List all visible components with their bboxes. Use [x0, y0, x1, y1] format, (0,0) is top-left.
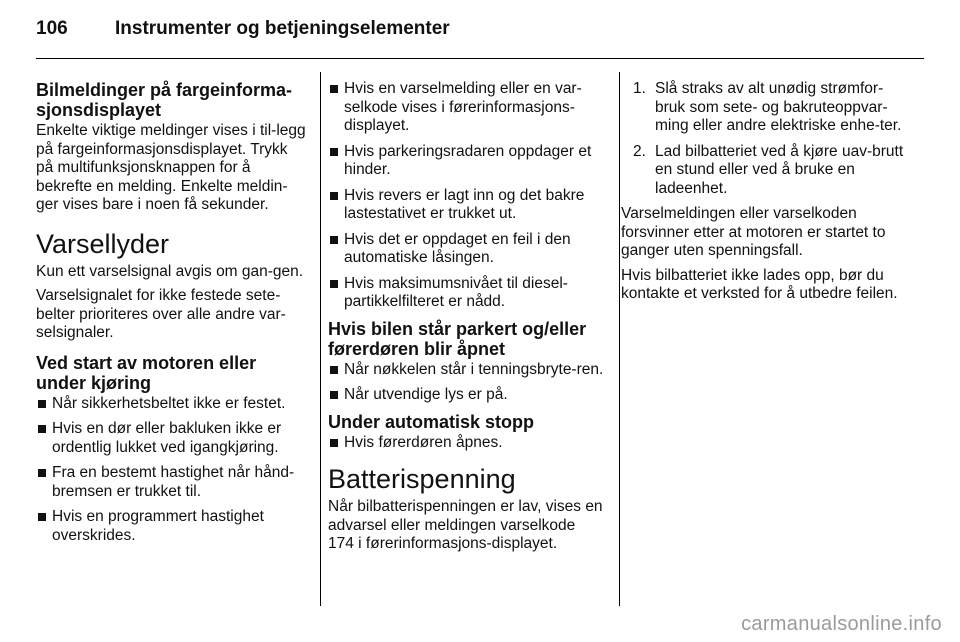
page-number: 106: [36, 18, 68, 39]
bullet-list: [328, 434, 604, 453]
paragraph: Kun ett varselsignal avgis om gan-gen.: [36, 262, 304, 280]
bullet-square-icon: [330, 148, 338, 156]
bullet-square-icon: [330, 391, 338, 399]
list-item: Hvis en varselmelding eller en var-selkode vises i førerinformasjons-displayet.: [328, 80, 604, 136]
paragraph: Enkelte viktige meldinger vises i til-legg på fargeinformasjonsdisplayet. Trykk på multifunksjonsknappen for å bekrefte en melding. Enkelte meldin-ger vises bare i noen få sekunder.: [36, 122, 306, 213]
bullet-square-icon: [330, 366, 338, 374]
subheading-parked: Hvis bilen står parkert og/eller førerdøren blir åpnet: [328, 318, 587, 359]
bullet-list: [36, 395, 308, 546]
list-item: Når sikkerhetsbeltet ikke er festet.: [36, 395, 308, 414]
list-item: Hvis en dør eller bakluken ikke er ordentlig lukket ved igangkjøring.: [36, 420, 308, 457]
header-rule: [36, 58, 924, 59]
paragraph: Når bilbatterispenningen er lav, vises en advarsel eller meldingen varselkode 174 i førerinformasjons-displayet.: [328, 498, 603, 552]
bullet-square-icon: [38, 513, 46, 521]
subheading-engine-start: Ved start av motoren eller under kjøring: [36, 352, 257, 393]
paragraph: Varselsignalet for ikke festede sete-belter prioriteres over alle andre var-selsignaler.: [36, 287, 286, 341]
section-heading-battery-voltage: Batterispenning: [328, 464, 516, 494]
list-item: 1. Slå straks av alt unødig strømfor-bruk som sete- og bakruteoppvar-ming eller andre elektriske enhe-ter.: [633, 80, 902, 134]
list-item: Når utvendige lys er på.: [328, 386, 604, 405]
bullet-square-icon: [330, 280, 338, 288]
list-item: Hvis revers er lagt inn og det bakre lastestativet er trukket ut.: [328, 187, 604, 224]
bullet-square-icon: [330, 85, 338, 93]
bullet-square-icon: [38, 469, 46, 477]
bullet-square-icon: [330, 192, 338, 200]
section-heading-color-display: Bilmeldinger på fargeinforma-sjonsdisplayet: [36, 80, 293, 120]
list-item: Hvis parkeringsradaren oppdager et hinder.: [328, 143, 604, 180]
paragraph: Hvis bilbatteriet ikke lades opp, bør du kontakte et verksted for å utbedre feilen.: [621, 266, 898, 302]
list-item: Hvis førerdøren åpnes.: [328, 434, 604, 453]
page-title: Instrumenter og betjeningselementer: [115, 18, 450, 39]
column-2: [328, 80, 604, 560]
numbered-list: [621, 80, 907, 198]
bullet-list: [328, 80, 604, 312]
subheading-auto-stop: Under automatisk stopp: [328, 411, 535, 432]
bullet-square-icon: [330, 236, 338, 244]
column-3: [621, 80, 907, 310]
bullet-square-icon: [330, 439, 338, 447]
bullet-square-icon: [38, 400, 46, 408]
section-heading-warning-sounds: Varsellyder: [36, 228, 170, 259]
list-item: 2. Lad bilbatteriet ved å kjøre uav-brutt en stund eller ved å bruke en ladeenhet.: [633, 142, 904, 197]
list-item: Hvis maksimumsnivået til diesel-partikkelfilteret er nådd.: [328, 275, 604, 312]
list-item: Hvis det er oppdaget en feil i den automatiske låsingen.: [328, 231, 604, 268]
list-item: Hvis en programmert hastighet overskrides.: [36, 508, 308, 545]
column-divider: [619, 72, 620, 606]
paragraph: Varselmeldingen eller varselkoden forsvinner etter at motoren er startet to ganger uten spenningsfall.: [621, 205, 886, 259]
bullet-list: [328, 361, 604, 405]
bullet-square-icon: [38, 425, 46, 433]
watermark: carmanualsonline.info: [741, 613, 942, 635]
list-item: Når nøkkelen står i tenningsbryte-ren.: [328, 361, 604, 380]
column-divider: [320, 72, 321, 606]
list-item: Fra en bestemt hastighet når hånd-bremsen er trukket til.: [36, 464, 308, 501]
column-1: [36, 80, 308, 552]
